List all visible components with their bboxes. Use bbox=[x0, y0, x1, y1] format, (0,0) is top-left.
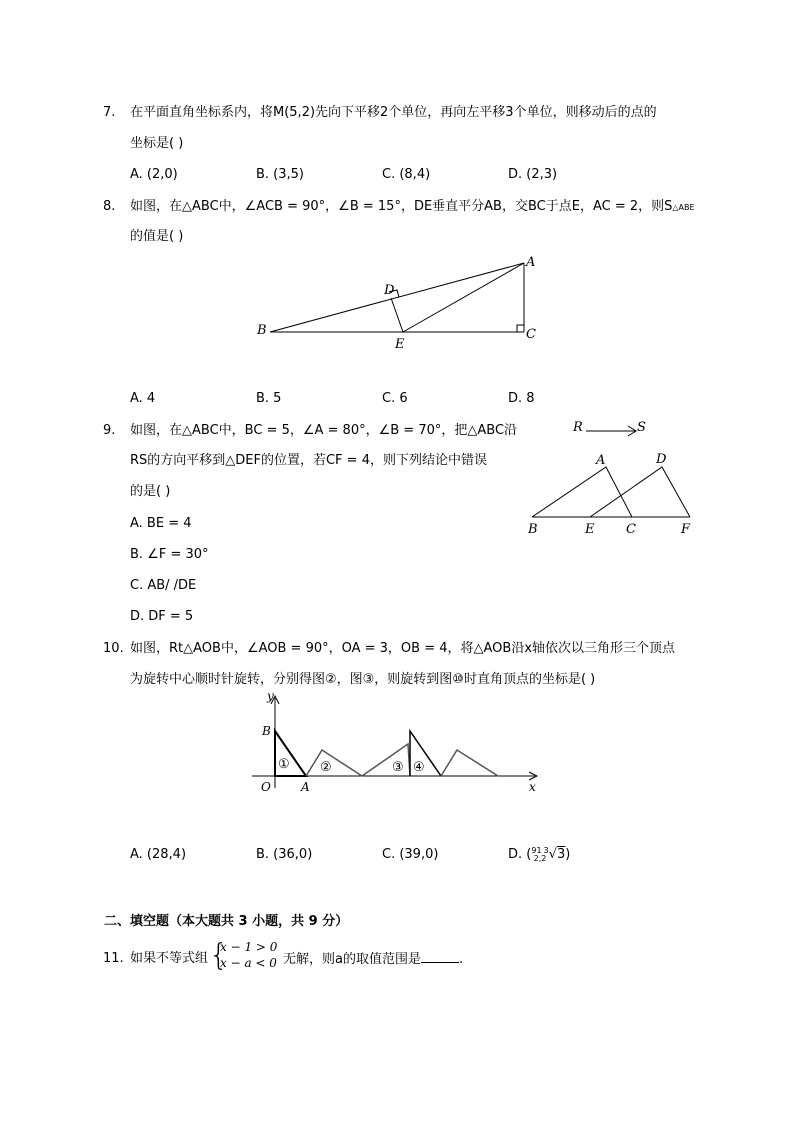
q9-triangle-abc bbox=[532, 467, 632, 517]
q11-ineq1: x − 1 > 0 bbox=[220, 940, 278, 954]
q10-marker-3: ③ bbox=[392, 760, 404, 775]
q8-label-c: C bbox=[526, 327, 536, 342]
q8-text-line2: 的值是( ) bbox=[130, 229, 184, 244]
q8-label-d: D bbox=[384, 283, 395, 298]
q8-option-b: B. 5 bbox=[256, 391, 282, 406]
q9-option-b: B. ∠F = 30° bbox=[130, 547, 209, 562]
q11-brace: { bbox=[209, 938, 229, 973]
q7-option-a: A. (2,0) bbox=[130, 167, 178, 182]
q8-line1-main: 如图，在△ABC中，∠ACB = 90°，∠B = 15°，DE垂直平分AB，交BC于点E，AC = 2，则S bbox=[130, 199, 673, 214]
q10-marker-4: ④ bbox=[413, 760, 425, 775]
q9-figure bbox=[520, 415, 700, 540]
q9-label-r: R bbox=[573, 420, 583, 435]
q10-option-d-den bbox=[534, 854, 547, 863]
q10-option-d-fraction bbox=[531, 847, 548, 863]
q10-option-d bbox=[508, 846, 570, 864]
q8-option-c: C. 6 bbox=[382, 391, 408, 406]
q8-segment-ab bbox=[270, 263, 524, 332]
q9-label-e: E bbox=[585, 522, 595, 537]
q9-number: 9. bbox=[103, 423, 116, 438]
q7-text-line2: 坐标是( ) bbox=[130, 136, 184, 151]
q9-option-c: C. AB/ /DE bbox=[130, 578, 197, 593]
q9-label-s: S bbox=[637, 420, 646, 435]
q10-option-d-den1: 2 bbox=[533, 853, 539, 863]
q9-label-d: D bbox=[656, 452, 667, 467]
q10-triangle-2 bbox=[306, 750, 362, 776]
q9-label-f: F bbox=[681, 522, 691, 537]
q8-number: 8. bbox=[103, 199, 116, 214]
q10-number: 10. bbox=[103, 641, 124, 656]
q8-segment-de bbox=[391, 298, 403, 332]
q10-option-b: B. (36,0) bbox=[256, 847, 313, 862]
q10-text-line1: 如图，Rt△AOB中，∠AOB = 90°，OA = 3，OB = 4，将△AOB沿x轴依次以三角形三个顶点 bbox=[130, 641, 676, 656]
q10-option-d-sep: , bbox=[538, 853, 542, 863]
q10-marker-1: ① bbox=[278, 757, 290, 772]
q11-end: . bbox=[458, 952, 464, 967]
q8-option-d: D. 8 bbox=[508, 391, 535, 406]
q11-prefix: 如果不等式组 bbox=[130, 951, 209, 966]
q9-text-line3: 的是( ) bbox=[130, 484, 171, 499]
q9-triangle-def bbox=[590, 467, 690, 517]
q8-area-subscript: △ABE bbox=[672, 203, 695, 212]
q10-option-d-num1: 91 bbox=[531, 845, 542, 855]
q9-option-d: D. DF = 5 bbox=[130, 609, 194, 624]
q11-answer-blank[interactable] bbox=[421, 950, 459, 963]
q9-option-a: A. BE = 4 bbox=[130, 516, 192, 531]
q10-label-b: B bbox=[262, 724, 271, 738]
q7-option-c: C. (8,4) bbox=[382, 167, 431, 182]
q8-text-line1 bbox=[130, 198, 695, 217]
q7-option-b: B. (3,5) bbox=[256, 167, 305, 182]
q11-number: 11. bbox=[103, 951, 124, 966]
q10-option-d-close: ) bbox=[565, 847, 571, 862]
q9-text-line1: 如图，在△ABC中，BC = 5，∠A = 80°，∠B = 70°，把△ABC沿 bbox=[130, 423, 518, 438]
q10-text-line2: 为旋转中心顺时针旋转，分别得图②，图③，则旋转到图⑩时直角顶点的坐标是( ) bbox=[130, 672, 596, 687]
section2-title: 二、填空题（本大题共 3 小题，共 9 分） bbox=[104, 914, 349, 929]
q7-number: 7. bbox=[103, 105, 116, 120]
q9-text-line2: RS的方向平移到△DEF的位置，若CF = 4，则下列结论中错误 bbox=[130, 453, 487, 468]
q11-ineq2: x − a < 0 bbox=[220, 956, 277, 970]
q10-triangle-5 bbox=[441, 750, 498, 776]
q11-suffix: 无解，则a的取值范围是 bbox=[283, 952, 421, 967]
q10-option-d-sqrt-sign: √ bbox=[548, 847, 557, 862]
q9-label-b: B bbox=[528, 522, 538, 537]
q8-label-e: E bbox=[395, 337, 405, 352]
q10-label-o: O bbox=[261, 780, 271, 794]
q11-suffix-line bbox=[283, 950, 463, 969]
q8-right-angle-c bbox=[517, 325, 524, 332]
q8-label-a: A bbox=[526, 255, 536, 270]
q8-figure bbox=[250, 250, 550, 360]
q10-label-a: A bbox=[301, 780, 310, 794]
q10-option-d-num2: 3 bbox=[543, 845, 549, 855]
q10-option-d-sqrt: 3 bbox=[556, 847, 566, 862]
q10-label-y: y bbox=[267, 689, 274, 703]
q10-option-c: C. (39,0) bbox=[382, 847, 439, 862]
q10-marker-2: ② bbox=[320, 760, 332, 775]
q10-label-x: x bbox=[529, 780, 536, 794]
q10-option-d-label: D. ( bbox=[508, 847, 532, 862]
q8-label-b: B bbox=[257, 323, 267, 338]
q7-text-line1: 在平面直角坐标系内，将M(5,2)先向下平移2个单位，再向左平移3个单位，则移动后的点的 bbox=[130, 105, 657, 120]
q10-figure bbox=[250, 688, 550, 800]
q8-segment-ae bbox=[403, 263, 524, 332]
q9-label-a: A bbox=[596, 453, 606, 468]
q10-option-d-den2: 2 bbox=[541, 853, 547, 863]
q9-label-c: C bbox=[626, 522, 636, 537]
q8-option-a: A. 4 bbox=[130, 391, 156, 406]
q7-option-d: D. (2,3) bbox=[508, 167, 558, 182]
q10-option-a: A. (28,4) bbox=[130, 847, 187, 862]
